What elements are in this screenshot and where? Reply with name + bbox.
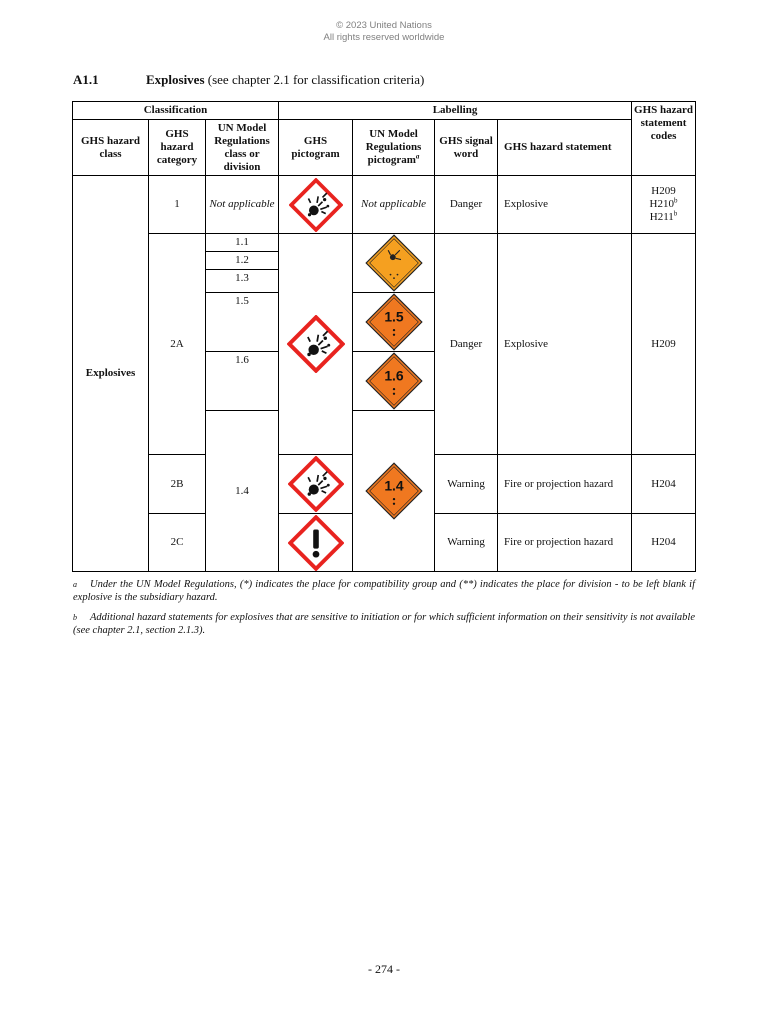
hazard-statement-2b: Fire or projection hazard [498,455,632,514]
footnote-a-mark: a [73,580,77,589]
code-h209: H209 [651,185,676,197]
code-h211-text: H211 [649,211,674,223]
page-number: - 274 - [368,962,400,976]
division-1-5: 1.5 [206,293,279,352]
codes-1 [632,176,696,234]
codes-2c: H204 [632,514,696,572]
signal-word-2b: Warning [435,455,498,514]
footnote-b [73,611,695,637]
category-2a: 2A [149,234,206,455]
explosives-table [72,101,696,572]
un-pictogram-cell-15 [353,293,435,352]
header-ghs-pictogram: GHS pictogram [279,120,353,176]
category-2b: 2B [149,455,206,514]
copyright-line-1: © 2023 United Nations [336,20,432,31]
un-class-not-applicable: Not applicable [206,176,279,234]
code-h211 [634,211,693,224]
signal-word-1: Danger [435,176,498,234]
section-heading [73,72,424,88]
exclamation-mark-icon [288,515,344,571]
division-1-2: 1.2 [206,252,279,270]
un-pictogram-cell-16 [353,352,435,411]
un-pictogram-cell-14 [353,411,435,572]
codes-2b: H204 [632,455,696,514]
code-h210 [634,198,693,211]
footnote-a [73,578,695,604]
division-1-1: 1.1 [206,234,279,252]
hazard-statement-2a: Explosive [498,234,632,455]
codes-2a: H209 [632,234,696,455]
exploding-bomb-icon [288,456,344,512]
group-classification: Classification [73,102,279,120]
un-pictogram-cell-1x [353,234,435,293]
exploding-bomb-icon [287,315,345,373]
header-hazard-class: GHS hazard class [73,120,149,176]
ghs-pictogram-cell-2a [279,234,353,455]
hazard-class-cell: Explosives [73,176,149,572]
un-explosive-label-icon [365,352,423,410]
header-un-pictogram [353,120,435,176]
un-explosive-label-icon [365,234,423,292]
footnote-b-text: Additional hazard statements for explosives that are sensitive to initiation or for which sufficient information on their sensitivity is not available (see chapter 2.1, section 2.1.3). [73,612,695,636]
header-signal-word: GHS signal word [435,120,498,176]
footnote-a-text: Under the UN Model Regulations, (*) indicates the place for compatibility group and (**) indicates the place for division - to be left blank if explosive is the subsidiary hazard. [73,579,695,603]
signal-word-2a: Danger [435,234,498,455]
diamond-label-15: 1.5 [383,308,404,325]
footnote-ref-a: a [415,152,420,161]
header-codes: GHS hazard statement codes [632,102,696,176]
exploding-bomb-icon [289,178,343,232]
division-1-3: 1.3 [206,270,279,293]
copyright-line-2: All rights reserved worldwide [323,32,445,43]
section-subtitle: (see chapter 2.1 for classification criteria) [207,72,425,87]
ghs-pictogram-cell-2c [279,514,353,572]
hazard-statement-2c: Fire or projection hazard [498,514,632,572]
category-1: 1 [149,176,206,234]
un-explosive-label-icon [365,293,423,351]
division-1-6: 1.6 [206,352,279,411]
header-hazard-category: GHS hazard category [149,120,206,176]
header-un-class: UN Model Regulations class or division [206,120,279,176]
header-un-pictogram-text: UN Model Regulations pictogram [365,128,422,166]
copyright-notice [0,20,768,44]
diamond-label-14: 1.4 [383,477,404,494]
section-title: Explosives [146,72,205,87]
footnote-ref-b: b [673,209,678,218]
footnote-ref-b: b [674,196,678,205]
hazard-statement-1: Explosive [498,176,632,234]
division-1-4: 1.4 [206,411,279,572]
code-h210-text: H210 [649,198,674,210]
section-number: A1.1 [73,72,99,87]
diamond-label-16: 1.6 [383,367,404,384]
ghs-pictogram-cell-1 [279,176,353,234]
un-pictogram-not-applicable: Not applicable [353,176,435,234]
group-labelling: Labelling [279,102,632,120]
footnote-b-mark: b [73,613,77,622]
un-explosive-label-icon [365,462,423,520]
header-hazard-statement: GHS hazard statement [498,120,632,176]
category-2c: 2C [149,514,206,572]
ghs-pictogram-cell-2b [279,455,353,514]
signal-word-2c: Warning [435,514,498,572]
